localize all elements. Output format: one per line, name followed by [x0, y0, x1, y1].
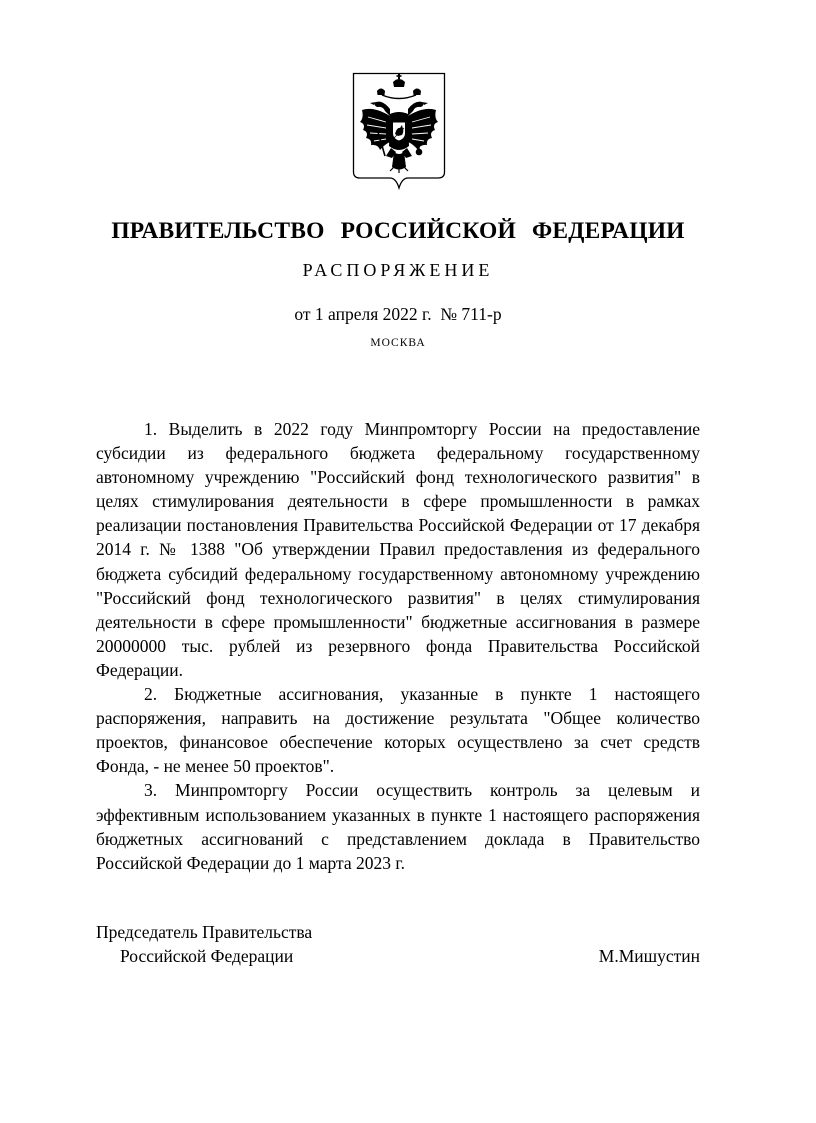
paragraph-3: 3. Минпромторгу России осуществить контроль за целевым и эффективным использованием указанных в пункте 1 настоящего распоряжения бюджетных ассигнований с представлением доклада в Правительство Российской Федерации до 1 марта 2023 г.	[96, 780, 700, 873]
document-type: РАСПОРЯЖЕНИЕ	[302, 260, 494, 280]
government-title: ПРАВИТЕЛЬСТВО РОССИЙСКОЙ ФЕДЕРАЦИИ	[111, 218, 685, 244]
coat-of-arms-emblem	[352, 72, 446, 190]
document-date-number: от 1 апреля 2022 г. № 711-р	[294, 304, 502, 324]
signatory-position-line-2: Российской Федерации	[120, 946, 294, 966]
signature-block	[96, 920, 700, 972]
signatory-position-line-1: Председатель Правительства	[96, 922, 313, 942]
paragraph-2: 2. Бюджетные ассигнования, указанные в пункте 1 настоящего распоряжения, направить на достижение результата "Общее количество проектов, финансовое обеспечение которых осуществлено за счет средств Фонда, - не менее 50 проектов".	[96, 684, 700, 777]
document-body	[96, 417, 700, 875]
document-city: МОСКВА	[370, 337, 426, 349]
paragraph-1: 1. Выделить в 2022 году Минпромторгу России на предоставление субсидии из федерального бюджета федеральному государственному автономному учреждению "Российский фонд технологического развития" в целях стимулирования деятельности в сфере промышленности в рамках реализации постановления Правительства Российской Федерации от 17 декабря 2014 г. № 1388 "Об утверждении Правил предоставления из федерального бюджета субсидий федеральному государственному автономному учреждению "Российский фонд технологического развития" в целях стимулирования деятельности в сфере промышленности" бюджетные ассигнования в размере 20000000 тыс. рублей из резервного фонда Правительства Российской Федерации.	[96, 419, 700, 680]
signatory-name: М.Мишустин	[598, 946, 700, 966]
